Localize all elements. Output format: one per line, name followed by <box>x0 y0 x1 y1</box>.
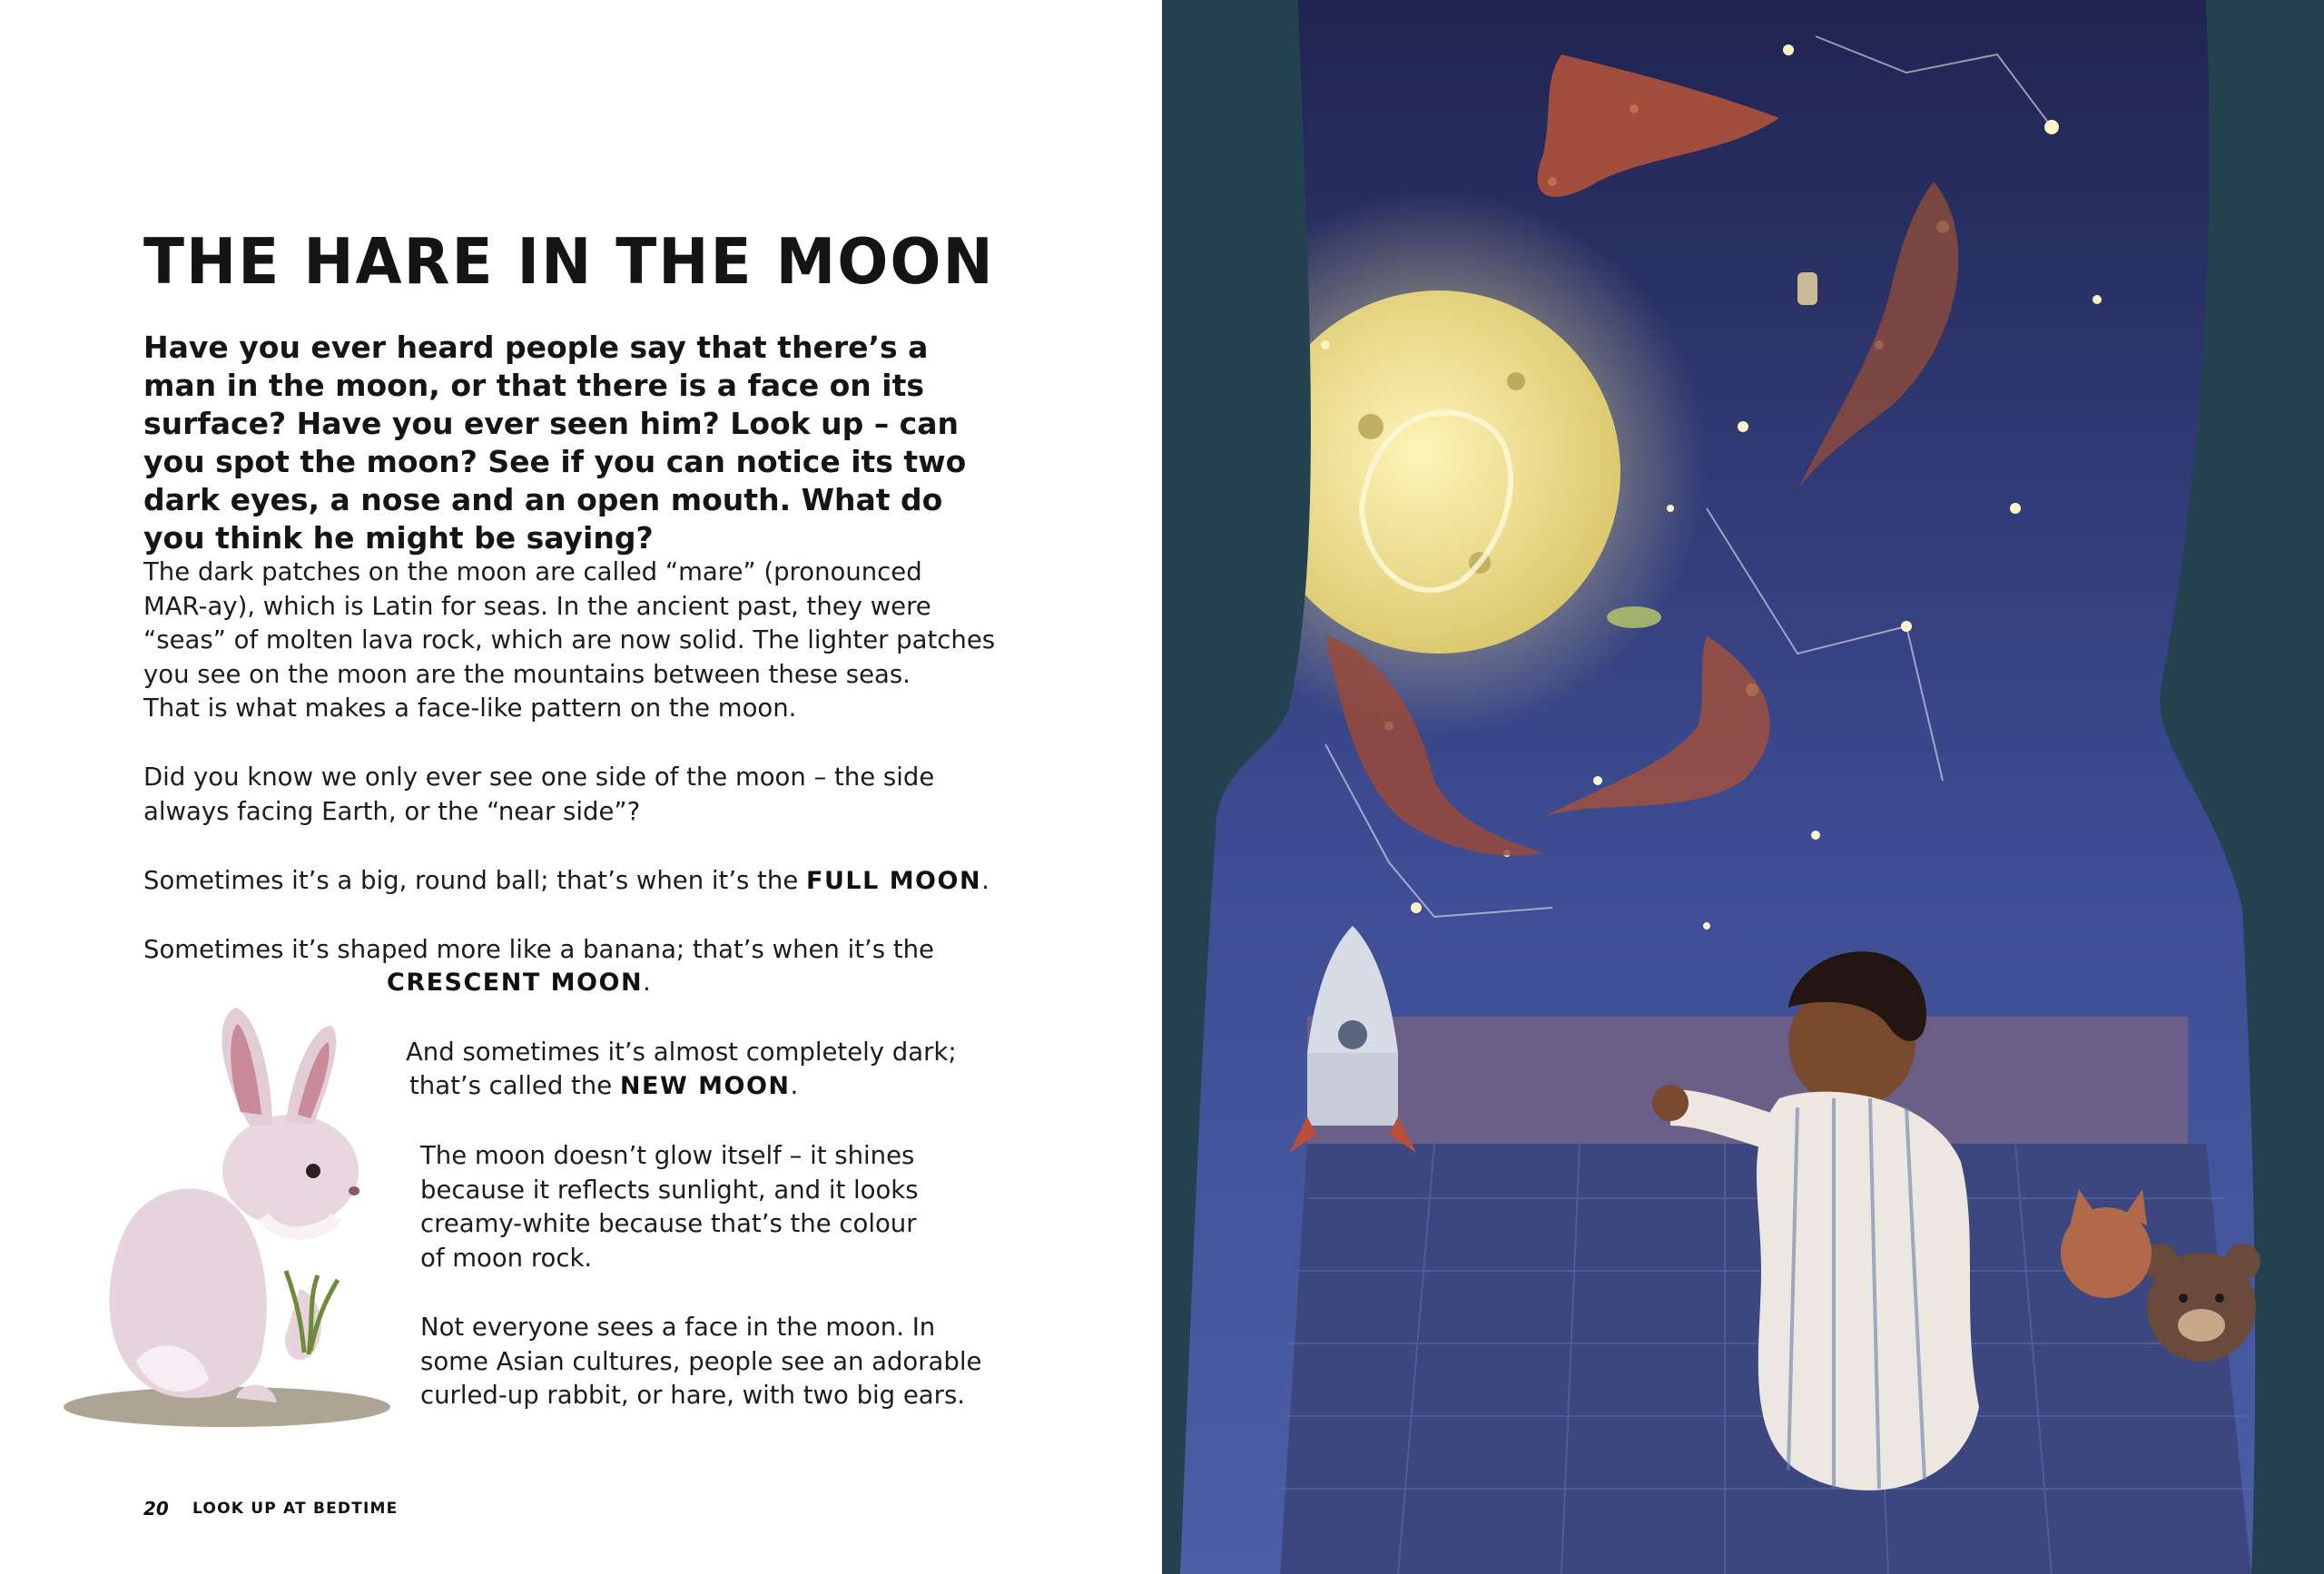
full-moon-term: FULL MOON <box>806 867 982 895</box>
near-side-paragraph: Did you know we only ever see one side of the moon – the side always facing Earth, or the “near side”? <box>143 762 935 826</box>
crescent-moon-term: CRESCENT MOON <box>387 969 644 997</box>
full-moon-paragraph <box>143 864 1051 899</box>
new-moon-text: that’s called the <box>409 1071 613 1100</box>
crescent-period: . <box>643 968 651 997</box>
crescent-paragraph: Sometimes it’s shaped more like a banana; that’s when it’s the <box>143 935 934 964</box>
new-moon-line-1: And sometimes it’s almost completely dark; <box>406 1038 957 1067</box>
new-moon-term: NEW MOON <box>619 1072 791 1100</box>
full-moon-period: . <box>981 866 990 895</box>
hare-illustration <box>54 999 399 1434</box>
running-head: LOOK UP AT BEDTIME <box>192 1500 399 1518</box>
lizard-constellation <box>1607 606 1661 628</box>
full-moon-text: Sometimes it’s a big, round ball; that’s when it’s the <box>143 866 799 895</box>
page-number: 20 <box>143 1498 169 1520</box>
night-sky-scene <box>1162 0 2324 1574</box>
right-page-illustration <box>1162 0 2324 1574</box>
moon <box>1257 290 1620 654</box>
hare-culture-paragraph: Not everyone sees a face in the moon. In some Asian cultures, people see an adorable curled-up rabbit, or hare, with two big ears. <box>420 1313 982 1410</box>
intro-paragraph: Have you ever heard people say that there’s a man in the moon, or that there is a face on its surface? Have you ever seen him? Look up – can you spot the moon? See if you can notice its two dark eyes, a nose and an open mouth. What do you think he might be saying? <box>143 330 967 556</box>
mare-paragraph: The dark patches on the moon are called “mare” (pronounced MAR-ay), which is Latin for seas. In the ancient past, they were “seas” of molten lava rock, which are now solid. The lighter patches you see on the moon are the mountains between these seas. That is what makes a face-like pattern on the moon. <box>143 557 996 723</box>
new-moon-period: . <box>790 1071 799 1100</box>
crescent-term-line <box>387 966 651 1000</box>
jar-constellation <box>1797 272 1817 305</box>
page-title: THE HARE IN THE MOON <box>143 225 995 299</box>
glow-paragraph: The moon doesn’t glow itself – it shines because it reflects sunlight, and it looks creamy-white because that’s the colour of moon rock. <box>420 1141 919 1273</box>
new-moon-line-2 <box>409 1069 798 1104</box>
